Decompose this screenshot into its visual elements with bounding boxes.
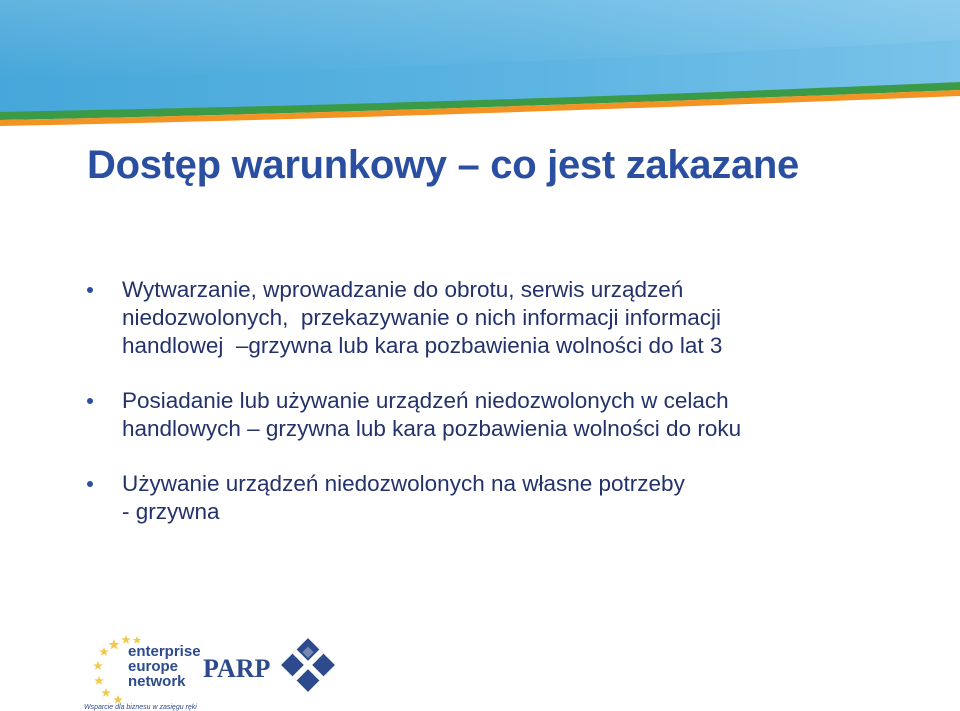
een-logo-line1: enterprise bbox=[128, 643, 201, 660]
bullet-line: Wytwarzanie, wprowadzanie do obrotu, serwis urządzeń bbox=[122, 277, 684, 302]
bullet-list bbox=[86, 276, 906, 526]
enterprise-europe-network-logo bbox=[84, 635, 201, 711]
een-logo-line3: network bbox=[128, 673, 186, 690]
bullet-item bbox=[86, 387, 906, 443]
bullet-line: - grzywna bbox=[122, 499, 220, 524]
parp-logo-text: PARP bbox=[203, 654, 271, 683]
header-banner bbox=[0, 0, 960, 135]
bullet-line: handlowej –grzywna lub kara pozbawienia wolności do lat 3 bbox=[122, 333, 723, 358]
bullet-line: niedozwolonych, przekazywanie o nich informacji informacji bbox=[122, 305, 722, 330]
footer-logos bbox=[84, 625, 344, 711]
bullet-item bbox=[86, 470, 906, 526]
bullet-line: Używanie urządzeń niedozwolonych na własne potrzeby bbox=[122, 471, 685, 496]
bullet-icon bbox=[87, 398, 93, 404]
bullet-icon bbox=[87, 287, 93, 293]
een-logo-line2: europe bbox=[128, 658, 179, 675]
bullet-line: Posiadanie lub używanie urządzeń niedozwolonych w celach bbox=[122, 388, 729, 413]
bullet-line: handlowych – grzywna lub kara pozbawienia wolności do roku bbox=[122, 416, 742, 441]
parp-diamond-icon bbox=[281, 638, 335, 692]
bullet-icon bbox=[87, 481, 93, 487]
slide-title: Dostęp warunkowy – co jest zakazane bbox=[87, 143, 799, 187]
bullet-item bbox=[86, 276, 906, 360]
parp-logo bbox=[203, 638, 335, 692]
een-tagline: Wsparcie dla biznesu w zasięgu ręki bbox=[84, 704, 197, 711]
